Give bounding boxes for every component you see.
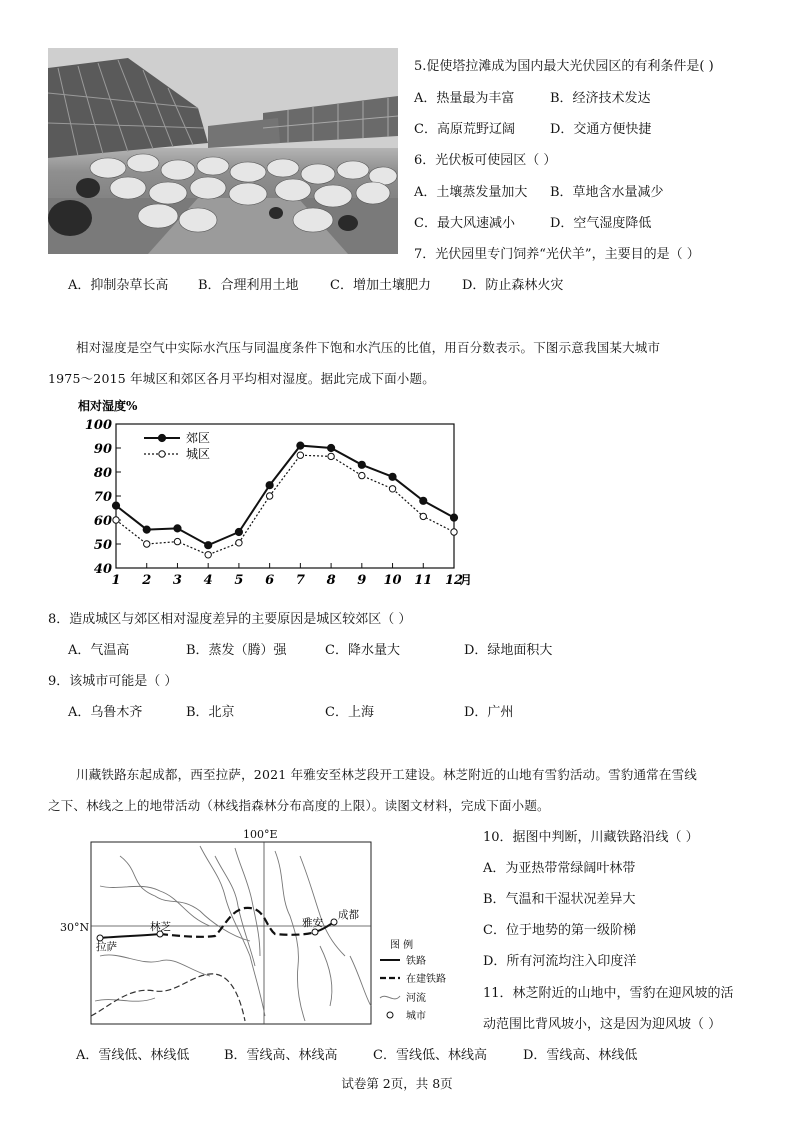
humidity-chart bbox=[64, 396, 484, 600]
q9-option-c[interactable]: C．上海 bbox=[325, 705, 374, 720]
q9-option-b[interactable]: B．北京 bbox=[186, 705, 235, 720]
legend-label: 郊区 bbox=[186, 431, 211, 445]
legend-marker bbox=[158, 434, 165, 441]
plot-frame bbox=[116, 424, 454, 568]
city-chengdu-label: 成都 bbox=[338, 909, 359, 921]
q7-stem: 7．光伏园里专门饲养“光伏羊”，主要目的是（ ） bbox=[414, 247, 700, 262]
x-tick-label: 5 bbox=[234, 573, 244, 588]
y-tick-label: 100 bbox=[84, 418, 112, 433]
series-suburb-point bbox=[174, 525, 181, 532]
legend-title: 图 例 bbox=[390, 940, 414, 951]
y-tick-label: 50 bbox=[93, 538, 112, 553]
series-urban-point bbox=[451, 529, 457, 535]
q6-option-c[interactable]: C．最大风速减小 bbox=[414, 216, 515, 231]
x-tick-label: 4 bbox=[203, 573, 213, 588]
legend-railway-label: 铁路 bbox=[406, 956, 426, 967]
q8-option-a[interactable]: A．气温高 bbox=[68, 643, 130, 658]
q9-option-a[interactable]: A．乌鲁木齐 bbox=[68, 705, 143, 720]
map-frame bbox=[91, 842, 371, 1024]
y-tick-label: 90 bbox=[93, 442, 112, 457]
series-urban-point bbox=[174, 538, 180, 544]
series-urban-point bbox=[205, 552, 211, 558]
x-tick-label: 8 bbox=[326, 573, 336, 588]
series-suburb-point bbox=[235, 528, 242, 535]
series-urban-point bbox=[236, 540, 242, 546]
longitude-label: 100°E bbox=[243, 828, 278, 841]
q7-option-c[interactable]: C．增加土壤肥力 bbox=[330, 278, 431, 293]
city-yaan-label: 雅安 bbox=[302, 917, 323, 929]
x-tick-label: 9 bbox=[357, 573, 367, 588]
legend-city-label: 城市 bbox=[406, 1011, 426, 1022]
latitude-label: 30°N bbox=[60, 921, 90, 934]
series-suburb-point bbox=[205, 542, 212, 549]
series-urban-point bbox=[389, 486, 395, 492]
q5-option-d[interactable]: D．交通方便快捷 bbox=[550, 122, 652, 137]
map-legend bbox=[380, 938, 446, 1022]
q5-option-c[interactable]: C．高原荒野辽阔 bbox=[414, 122, 515, 137]
q8-option-c[interactable]: C．降水量大 bbox=[325, 643, 400, 658]
q6-option-d[interactable]: D．空气湿度降低 bbox=[550, 216, 652, 231]
q8-stem: 8．造成城区与郊区相对湿度差异的主要原因是城区较郊区（ ） bbox=[48, 612, 412, 627]
series-urban-line bbox=[116, 455, 454, 555]
map-svg bbox=[60, 826, 460, 1031]
series-urban-point bbox=[359, 472, 365, 478]
x-tick-label: 11 bbox=[414, 573, 433, 588]
q5-stem: 5.促使塔拉滩成为国内最大光伏园区的有利条件是( ) bbox=[414, 59, 714, 74]
legend-under-construction-label: 在建铁路 bbox=[406, 974, 446, 985]
intro-railway-line1: 川藏铁路东起成都，西至拉萨，2021 年雅安至林芝段开工建设。林芝附近的山地有雪豹活动。雪豹通常在雪线 bbox=[76, 767, 697, 782]
q7-option-d[interactable]: D．防止森林火灾 bbox=[462, 278, 564, 293]
q11-stem-line2: 动范围比背风坡小，这是因为迎风坡（ ） bbox=[483, 1017, 722, 1032]
series-suburb-point bbox=[450, 514, 457, 521]
series-suburb-point bbox=[297, 442, 304, 449]
series-urban-point bbox=[297, 452, 303, 458]
series-suburb-point bbox=[112, 502, 119, 509]
intro-railway-line2: 之下、林线之上的地带活动（林线指森林分布高度的上限）。读图文材料，完成下面小题。 bbox=[48, 798, 550, 813]
q10-option-d[interactable]: D．所有河流均注入印度洋 bbox=[483, 954, 637, 969]
x-tick-label: 7 bbox=[295, 573, 305, 588]
q10-option-c[interactable]: C．位于地势的第一级阶梯 bbox=[483, 923, 636, 938]
q11-option-a[interactable]: A．雪线低、林线低 bbox=[76, 1048, 190, 1063]
q11-option-d[interactable]: D．雪线高、林线低 bbox=[523, 1048, 638, 1063]
legend-city-swatch bbox=[387, 1012, 393, 1018]
y-tick-label: 80 bbox=[93, 466, 112, 481]
q8-option-d[interactable]: D．绿地面积大 bbox=[464, 643, 553, 658]
series-urban-point bbox=[420, 513, 426, 519]
city-nyingchi-label: 林芝 bbox=[150, 921, 171, 933]
intro-humidity-line1: 相对湿度是空气中实际水汽压与同温度条件下饱和水汽压的比值，用百分数表示。下图示意我国某大城市 bbox=[76, 340, 661, 355]
x-tick-label: 6 bbox=[265, 573, 275, 588]
q7-option-b[interactable]: B．合理利用土地 bbox=[198, 278, 299, 293]
series-urban-point bbox=[144, 541, 150, 547]
city-yaan-marker bbox=[312, 929, 318, 935]
sichuan-tibet-map bbox=[60, 826, 460, 1035]
city-lhasa-label: 拉萨 bbox=[96, 941, 117, 953]
y-tick-label: 40 bbox=[93, 562, 112, 577]
intro-humidity-line2: 1975～2015 年城区和郊区各月平均相对湿度。据此完成下面小题。 bbox=[48, 371, 435, 386]
q11-option-c[interactable]: C．雪线低、林线高 bbox=[373, 1048, 487, 1063]
series-suburb-point bbox=[143, 526, 150, 533]
series-urban-point bbox=[266, 493, 272, 499]
page-footer: 试卷第 2页，共 8页 bbox=[341, 1076, 453, 1091]
series-suburb-line bbox=[116, 446, 454, 546]
x-axis-label: 月 bbox=[460, 573, 473, 587]
legend-marker bbox=[159, 451, 165, 457]
city-chengdu-marker bbox=[331, 919, 337, 925]
series-suburb-point bbox=[389, 473, 396, 480]
photo-illustration bbox=[48, 48, 398, 254]
humidity-chart-svg bbox=[64, 396, 484, 596]
q7-option-a[interactable]: A．抑制杂草长高 bbox=[68, 278, 169, 293]
q8-option-b[interactable]: B．蒸发（腾）强 bbox=[186, 643, 287, 658]
x-tick-label: 12 bbox=[444, 573, 464, 588]
x-tick-label: 10 bbox=[383, 573, 402, 588]
x-tick-label: 2 bbox=[142, 573, 152, 588]
q9-option-d[interactable]: D．广州 bbox=[464, 705, 514, 720]
q10-option-a[interactable]: A．为亚热带常绿阔叶林带 bbox=[483, 861, 636, 876]
solar-farm-sheep-photo bbox=[48, 48, 398, 254]
y-tick-label: 60 bbox=[93, 514, 112, 529]
series-suburb-point bbox=[358, 461, 365, 468]
series-urban-point bbox=[113, 517, 119, 523]
q6-option-b[interactable]: B．草地含水量减少 bbox=[550, 185, 664, 200]
q5-option-b[interactable]: B．经济技术发达 bbox=[550, 91, 651, 106]
legend-river-label: 河流 bbox=[406, 993, 426, 1004]
q5-option-a[interactable]: A．热量最为丰富 bbox=[414, 91, 515, 106]
x-tick-label: 3 bbox=[172, 573, 182, 588]
q10-option-b[interactable]: B．气温和干湿状况差异大 bbox=[483, 892, 636, 907]
x-tick-label: 1 bbox=[111, 573, 121, 588]
q11-stem-line1: 11．林芝附近的山地中，雪豹在迎风坡的活 bbox=[483, 986, 734, 1001]
y-tick-label: 70 bbox=[93, 490, 112, 505]
series-suburb-point bbox=[420, 497, 427, 504]
q6-option-a[interactable]: A．土壤蒸发量加大 bbox=[414, 185, 528, 200]
series-urban-point bbox=[328, 453, 334, 459]
q9-stem: 9．该城市可能是（ ） bbox=[48, 674, 178, 689]
y-axis-label: 相对湿度% bbox=[78, 399, 138, 413]
q11-option-b[interactable]: B．雪线高、林线高 bbox=[224, 1048, 338, 1063]
series-suburb-point bbox=[327, 444, 334, 451]
legend-label: 城区 bbox=[186, 447, 211, 461]
q6-stem: 6．光伏板可使园区（ ） bbox=[414, 153, 557, 168]
legend-river-swatch bbox=[380, 996, 400, 999]
series-suburb-point bbox=[266, 482, 273, 489]
q10-stem: 10．据图中判断，川藏铁路沿线（ ） bbox=[483, 830, 699, 845]
